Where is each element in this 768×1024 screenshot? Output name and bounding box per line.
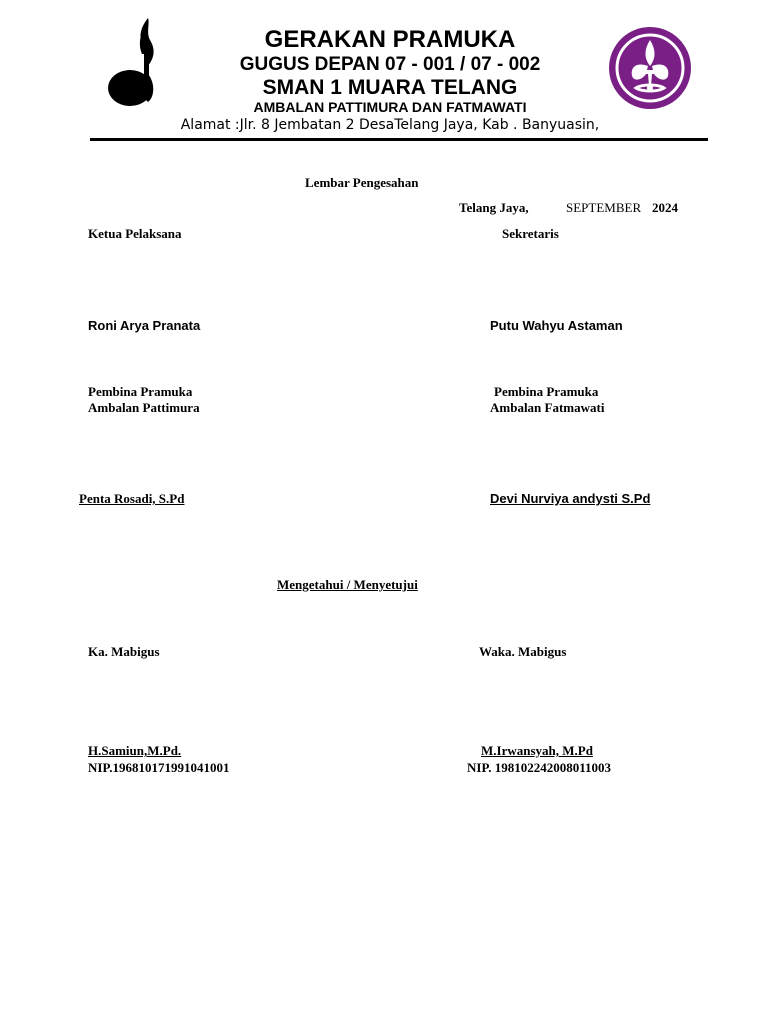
mabigus-role: Ka. Mabigus xyxy=(88,644,160,659)
pembina-right-name: Devi Nurviya andysti S.Pd xyxy=(490,491,651,506)
scout-fleur-de-lis-emblem-icon xyxy=(608,26,692,110)
waka-nip: NIP. 198102242008011003 xyxy=(467,760,611,775)
date-year: 2024 xyxy=(652,200,678,215)
date-month: SEPTEMBER xyxy=(566,200,642,215)
ketua-role: Ketua Pelaksana xyxy=(88,226,182,241)
letterhead-title: GERAKAN PRAMUKA xyxy=(264,26,516,53)
pembina-right-unit: Ambalan Fatmawati xyxy=(490,400,605,415)
ketua-name: Roni Arya Pranata xyxy=(88,318,201,333)
waka-name: M.Irwansyah, M.Pd xyxy=(481,743,593,758)
document-title: Lembar Pengesahan xyxy=(305,175,419,190)
pembina-right-role: Pembina Pramuka xyxy=(494,384,599,399)
letterhead-divider xyxy=(90,138,708,141)
letterhead-address: Alamat :Jlr. 8 Jembatan 2 DesaTelang Jaya, Kab . Banyuasin, xyxy=(180,117,600,133)
letterhead-gugus-depan: GUGUS DEPAN 07 - 001 / 07 - 002 xyxy=(239,54,541,75)
sekretaris-name: Putu Wahyu Astaman xyxy=(490,318,623,333)
waka-role: Waka. Mabigus xyxy=(479,644,567,659)
pembina-left-role: Pembina Pramuka xyxy=(88,384,193,399)
pembina-left-unit: Ambalan Pattimura xyxy=(88,400,200,415)
approval-label: Mengetahui / Menyetujui xyxy=(277,577,418,592)
mabigus-nip: NIP.196810171991041001 xyxy=(88,760,230,775)
tunas-kelapa-logo-icon xyxy=(104,14,160,110)
mabigus-name: H.Samiun,M.Pd. xyxy=(88,743,182,758)
sekretaris-role: Sekretaris xyxy=(502,226,559,241)
letterhead-school-name: SMAN 1 MUARA TELANG xyxy=(262,76,518,99)
letterhead-ambalan: AMBALAN PATTIMURA DAN FATMAWATI xyxy=(253,99,527,115)
pembina-left-name: Penta Rosadi, S.Pd xyxy=(79,491,185,506)
date-place: Telang Jaya, xyxy=(459,200,529,215)
